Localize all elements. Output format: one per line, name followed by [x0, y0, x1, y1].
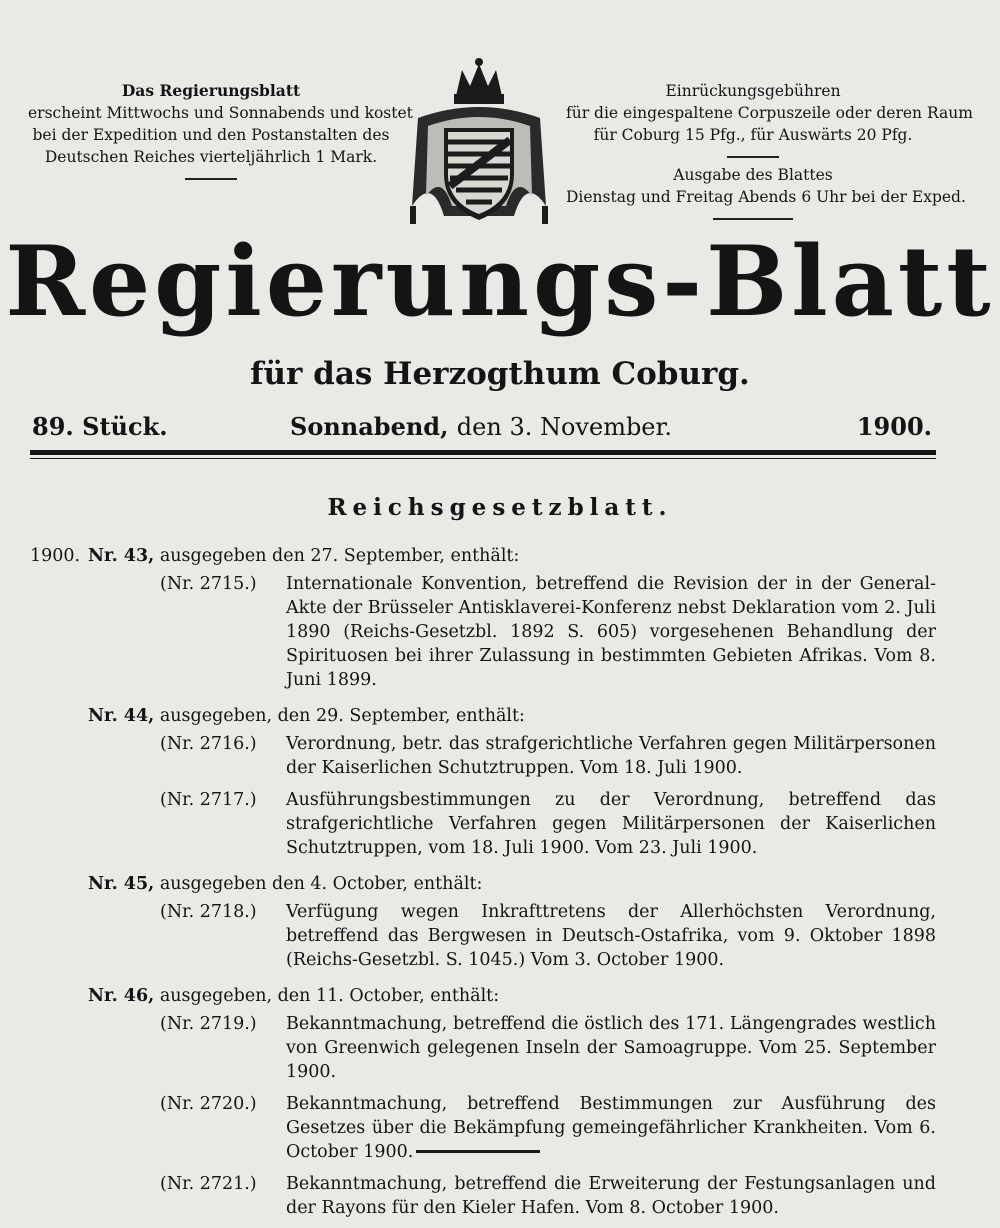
gazette-listing	[30, 540, 936, 1228]
divider	[713, 218, 793, 220]
list-item	[160, 1092, 936, 1164]
subscription-line: Deutschen Reiches vierteljährlich 1 Mark.	[44, 148, 378, 166]
entry-text: Bekanntmachung, betreffend die östlich des 171. Längengrades westlich von Greenwich gelegenen Inseln der Samoagruppe. Vom 25. September 1900.	[286, 1014, 936, 1082]
issue-heading-text: ausgegeben, den 11. October, enthält:	[159, 986, 500, 1006]
entry-reference: (Nr. 2720.)	[160, 1094, 257, 1114]
issue-heading	[30, 980, 936, 1012]
issue-heading-number: Nr. 46,	[88, 986, 155, 1006]
advertising-line: für Coburg 15 Pfg., für Auswärts 20 Pfg.	[593, 126, 913, 144]
subscription-line: erscheint Mittwochs und Sonnabends und kostet	[28, 104, 413, 122]
entry-reference: (Nr. 2721.)	[160, 1174, 257, 1194]
list-item	[160, 572, 936, 692]
entry-reference: (Nr. 2718.)	[160, 902, 257, 922]
ducal-crest-icon	[406, 56, 552, 232]
header-rule	[30, 450, 936, 455]
list-item	[160, 1012, 936, 1084]
entry-text: Verfügung wegen Inkrafttretens der Allerhöchsten Verordnung, betreffend das Bergwesen in Deutsch-Ostafrika, vom 9. Oktober 1898 (Reichs-Gesetzbl. S. 1045.) Vom 3. October 1900.	[286, 902, 936, 970]
entry-reference: (Nr. 2719.)	[160, 1014, 257, 1034]
gazette-issue	[30, 980, 936, 1220]
subscription-line: Das Regierungsblatt	[121, 81, 301, 100]
section-title: Reichsgesetzblatt.	[327, 494, 673, 521]
issue-heading-text: ausgegeben den 27. September, enthält:	[159, 546, 520, 566]
subscription-line: bei der Expedition und den Postanstalten des	[32, 126, 390, 144]
issue-info-row	[32, 412, 932, 448]
newspaper-subtitle: für das Herzogthum Coburg.	[250, 356, 750, 392]
issue-heading-number: Nr. 43,	[88, 546, 155, 566]
advertising-info	[566, 80, 973, 220]
publication-line: Dienstag und Freitag Abends 6 Uhr bei der Exped.	[566, 188, 966, 206]
list-item	[160, 788, 936, 860]
issue-heading-text: ausgegeben den 4. October, enthält:	[159, 874, 483, 894]
entry-text: Internationale Konvention, betreffend die Revision der in der General-Akte der Brüsseler Antisklaverei-Konferenz nebst Deklaration vom 2. Juli 1890 (Reichs-Gesetzbl. 1892 S. 605) vorgesehenen Behandlung der Spirituosen bei ihrer Zulassung in bestimmten Gebieten Afrikas. Vom 8. Juni 1899.	[286, 574, 936, 690]
entry-reference: (Nr. 2715.)	[160, 574, 257, 594]
divider	[185, 178, 237, 180]
issue-heading-year: 1900.	[30, 546, 81, 566]
issue-heading-number: Nr. 45,	[88, 874, 155, 894]
divider	[727, 156, 779, 158]
issue-heading	[30, 700, 936, 732]
gazette-issue	[30, 540, 936, 692]
issue-number: 89. Stück.	[32, 412, 168, 441]
issue-weekday: Sonnabend,	[290, 412, 449, 441]
entry-reference: (Nr. 2717.)	[160, 790, 257, 810]
list-item	[160, 1172, 936, 1220]
issue-day: den 3. November.	[456, 413, 672, 441]
list-item	[160, 732, 936, 780]
gazette-issue	[30, 700, 936, 860]
entry-text: Bekanntmachung, betreffend Bestimmungen zur Ausführung des Gesetzes über die Bekämpfung gemeingefährlicher Krankheiten. Vom 6. October 1900.	[286, 1094, 936, 1162]
gazette-issue	[30, 868, 936, 972]
issue-date	[290, 412, 672, 441]
newspaper-title: Regierungs-Blatt	[5, 225, 995, 338]
issue-heading-text: ausgegeben, den 29. September, enthält:	[159, 706, 525, 726]
entry-text: Bekanntmachung, betreffend die Erweiterung der Festungsanlagen und der Rayons für den Kieler Hafen. Vom 8. October 1900.	[286, 1174, 936, 1218]
issue-heading	[30, 868, 936, 900]
publication-line: Ausgabe des Blattes	[673, 166, 833, 184]
entry-reference: (Nr. 2716.)	[160, 734, 257, 754]
issue-heading	[30, 540, 936, 572]
list-item	[160, 900, 936, 972]
advertising-line: für die eingespaltene Corpuszeile oder deren Raum	[566, 104, 973, 122]
header-rule	[30, 458, 936, 459]
issue-year: 1900.	[856, 412, 932, 441]
entry-text: Verordnung, betr. das strafgerichtliche Verfahren gegen Militärpersonen der Kaiserlichen Schutztruppen. Vom 18. Juli 1900.	[286, 734, 936, 778]
subscription-info	[28, 80, 413, 180]
closing-rule	[416, 1150, 540, 1153]
advertising-line: Einrückungsgebühren	[665, 82, 841, 100]
issue-heading-number: Nr. 44,	[88, 706, 155, 726]
entry-text: Ausführungsbestimmungen zu der Verordnung, betreffend das strafgerichtliche Verfahren gegen Militärpersonen der Kaiserlichen Schutztruppen, vom 18. Juli 1900. Vom 23. Juli 1900.	[286, 790, 936, 858]
